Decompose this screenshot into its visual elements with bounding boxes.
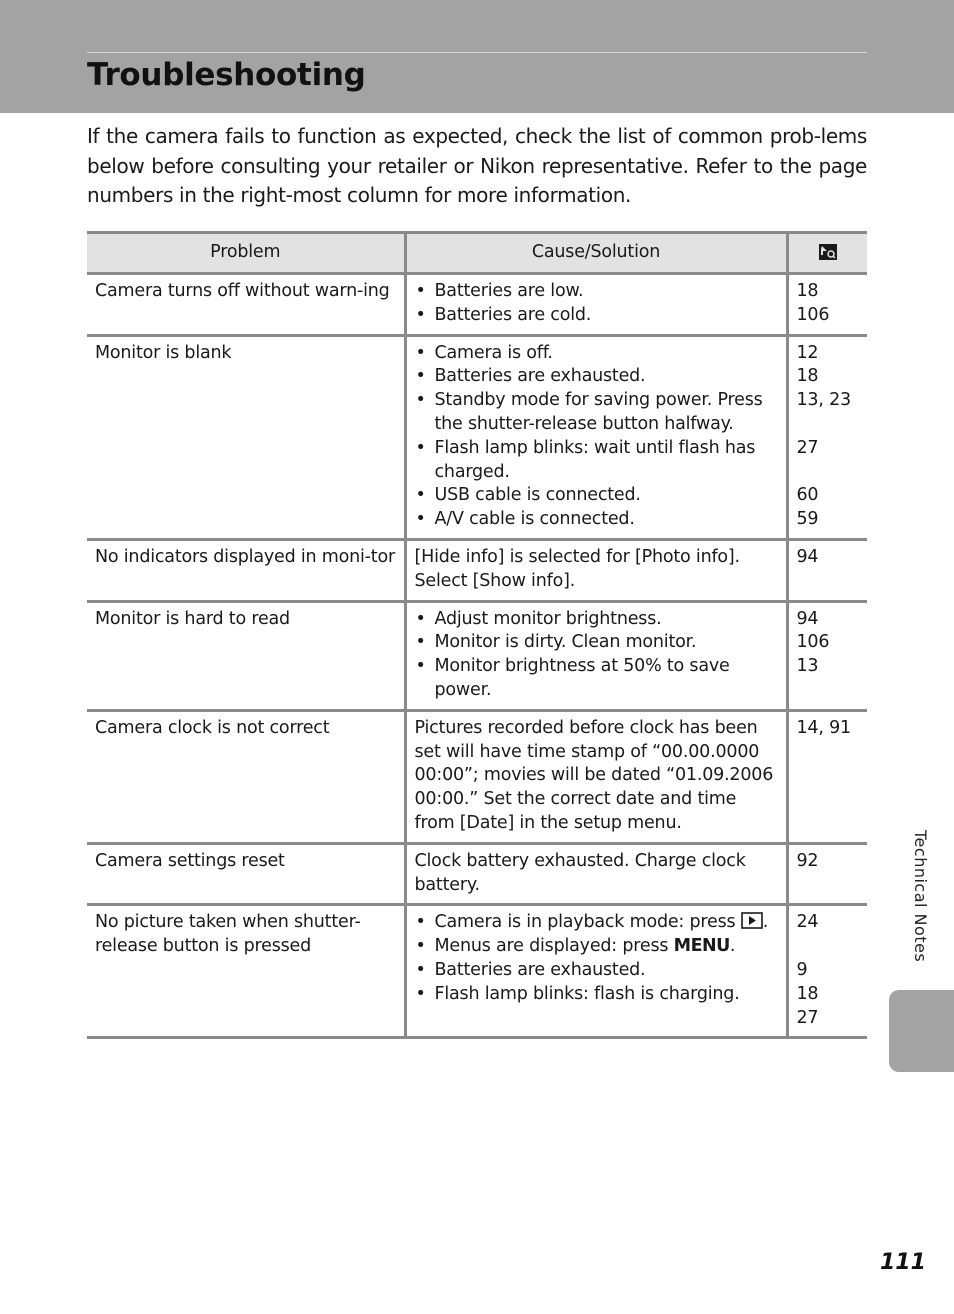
page-ref (797, 461, 860, 485)
problem-cell: Camera settings reset (87, 843, 405, 905)
table-row (87, 601, 867, 710)
page-ref: 18 (796, 366, 819, 387)
cause-cell (405, 335, 787, 539)
problem-cell: Monitor is hard to read (87, 601, 405, 710)
page-ref: 27 (796, 1007, 819, 1028)
page-ref-cell (787, 539, 867, 601)
cause-item: • Batteries are exhausted. (415, 365, 778, 389)
cause-item: • Monitor brightness at 50% to save power. (415, 655, 778, 703)
page-ref (797, 935, 860, 959)
page-ref: 18 (796, 281, 819, 301)
page-ref: 13 (796, 656, 819, 677)
page-ref-cell (787, 335, 867, 539)
page-reference-icon (818, 243, 838, 261)
cause-item: • A/V cable is connected. (415, 508, 778, 532)
page-ref-cell (787, 843, 867, 905)
cause-text: Camera is in playback mode: press (434, 912, 736, 933)
page-ref: 106 (796, 632, 830, 653)
column-header-cause: Cause/Solution (405, 233, 787, 274)
cause-item (415, 935, 778, 959)
page-ref: 27 (796, 437, 819, 458)
menu-button-glyph: MENU (673, 936, 730, 957)
page-title: Troubleshooting (87, 57, 366, 93)
page-ref-cell (787, 710, 867, 843)
problem-cell: Camera turns off without warn-ing (87, 274, 405, 336)
table-row (87, 539, 867, 601)
problem-cell: No picture taken when shutter-release button is pressed (87, 905, 405, 1038)
page-ref-cell (787, 274, 867, 336)
page-ref-cell (787, 601, 867, 710)
page-ref: 106 (796, 304, 830, 325)
page-ref: 12 (796, 342, 819, 363)
troubleshooting-table (87, 231, 867, 1039)
problem-cell: No indicators displayed in moni-tor (87, 539, 405, 601)
page-number: 111 (880, 1250, 926, 1275)
header-rule (87, 52, 867, 53)
page-ref: 24 (796, 912, 819, 933)
page-ref: 14, 91 (796, 717, 851, 738)
cause-text: . (762, 912, 769, 933)
cause-cell: [Hide info] is selected for [Photo info]. Select [Show info]. (405, 539, 787, 601)
cause-item: • Batteries are cold. (415, 304, 778, 328)
section-tab (889, 990, 954, 1072)
cause-cell: Clock battery exhausted. Charge clock battery. (405, 843, 787, 905)
table-row (87, 274, 867, 336)
table-row (87, 710, 867, 843)
cause-item: • Flash lamp blinks: flash is charging. (415, 983, 778, 1007)
page-ref: 94 (796, 546, 819, 567)
cause-item: • Monitor is dirty. Clean monitor. (415, 631, 778, 655)
page-ref: 13, 23 (796, 390, 851, 411)
cause-item: • Flash lamp blinks: wait until flash has charged. (415, 437, 778, 485)
column-header-problem: Problem (87, 233, 405, 274)
cause-cell (405, 601, 787, 710)
cause-cell (405, 905, 787, 1038)
cause-text: Menus are displayed: press (434, 936, 669, 957)
page-ref (797, 413, 860, 437)
page-ref: 18 (796, 983, 819, 1004)
problem-cell: Monitor is blank (87, 335, 405, 539)
cause-cell (405, 274, 787, 336)
table-row (87, 335, 867, 539)
page-ref: 59 (796, 509, 819, 530)
table-header-row (87, 233, 867, 274)
page-ref: 9 (796, 959, 808, 980)
playback-button-icon (741, 912, 763, 929)
table-row (87, 905, 867, 1038)
cause-cell: Pictures recorded before clock has been set will have time stamp of “00.00.0000 00:00”; movies will be dated “01.09.2006 00:00.” Set the correct date and time from [Date] in the setup menu. (405, 710, 787, 843)
page-ref: 92 (796, 850, 819, 871)
page-ref-cell (787, 905, 867, 1038)
problem-cell: Camera clock is not correct (87, 710, 405, 843)
cause-item: • Standby mode for saving power. Press the shutter-release button halfway. (415, 389, 778, 437)
cause-item: • Camera is off. (415, 342, 778, 366)
cause-item: • Batteries are exhausted. (415, 959, 778, 983)
cause-text: . (729, 936, 736, 957)
intro-paragraph: If the camera fails to function as expected, check the list of common prob-lems below before consulting your retailer or Nikon representative. Refer to the page numbers in the right-most column for more information. (87, 124, 867, 207)
page-ref: 60 (796, 485, 819, 506)
cause-item: • USB cable is connected. (415, 484, 778, 508)
cause-item: • Adjust monitor brightness. (415, 608, 778, 632)
section-tab-label: Technical Notes (911, 830, 930, 963)
table-row (87, 843, 867, 905)
column-header-page-ref (787, 233, 867, 274)
cause-item: • Batteries are low. (415, 280, 778, 304)
page-ref: 94 (796, 608, 819, 629)
cause-item (415, 911, 778, 935)
